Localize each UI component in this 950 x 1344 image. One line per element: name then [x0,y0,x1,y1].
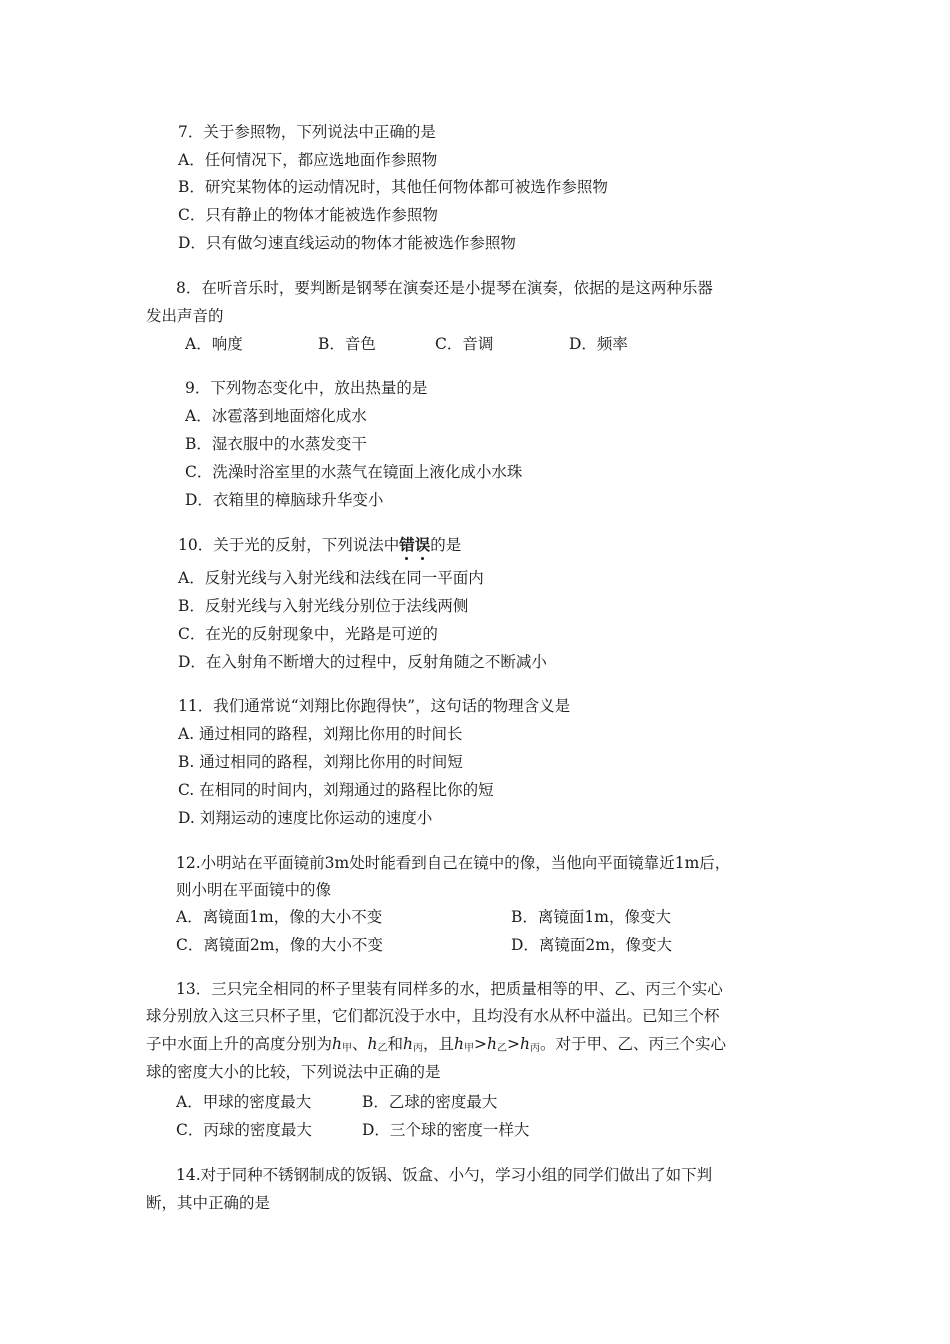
q13-stem-line2: 球分别放入这三只杯子里，它们都沉没于水中，且均没有水从杯中溢出。已知三个杯 [146,1007,720,1025]
q10-emphasis-wu: 误 [415,536,431,554]
q9-option-a: A．冰雹落到地面熔化成水 [185,407,367,425]
q7-stem: 7．关于参照物，下列说法中正确的是 [178,123,436,141]
q13-option-a: A．甲球的密度最大 [176,1093,312,1111]
q13-option-d: D．三个球的密度一样大 [362,1121,530,1139]
subscript-yi: 乙 [377,1043,388,1054]
q11-option-c: C. 在相同的时间内，刘翔通过的路程比你的短 [178,781,494,799]
q12-option-c: C．离镜面2m，像的大小不变 [176,936,383,954]
subscript-jia: 甲 [342,1043,352,1054]
q10-option-a: A．反射光线与入射光线和法线在同一平面内 [178,569,484,587]
q8-stem-line2: 发出声音的 [146,307,224,325]
q10-stem [178,535,461,555]
q10-option-d: D．在入射角不断增大的过程中，反射角随之不断减小 [178,653,547,671]
h-symbol: h [367,1035,378,1053]
q9-option-d: D．衣箱里的樟脑球升华变小 [185,491,384,509]
q10-stem-pre: 10．关于光的反射，下列说法中 [178,536,400,554]
q10-option-b: B．反射光线与入射光线分别位于法线两侧 [178,597,469,615]
q11-option-a: A. 通过相同的路程，刘翔比你用的时间长 [178,725,463,743]
q10-emphasis-cuo: 错 [399,536,415,554]
h-symbol: h [519,1035,530,1053]
q12-stem-line1: 12.小明站在平面镜前3m处时能看到自己在镜中的像，当他向平面镜靠近1m后， [176,854,731,872]
q13-option-c: C．丙球的密度最大 [176,1121,312,1139]
q11-option-b: B. 通过相同的路程，刘翔比你用的时间短 [178,753,463,771]
q7-option-d: D．只有做匀速直线运动的物体才能被选作参照物 [178,234,516,252]
q9-option-b: B．湿衣服中的水蒸发变干 [185,435,367,453]
q7-option-b: B．研究某物体的运动情况时，其他任何物体都可被选作参照物 [178,178,608,196]
h-symbol: h [487,1035,497,1053]
q8-option-b: B．音色 [318,335,376,353]
q11-stem: 11．我们通常说“刘翔比你跑得快”，这句话的物理含义是 [178,697,571,715]
q9-option-c: C．洗澡时浴室里的水蒸气在镜面上液化成小水珠 [185,463,523,481]
q14-stem-line2: 断，其中正确的是 [146,1194,271,1212]
q14-stem-line1: 14.对于同种不锈钢制成的饭锅、饭盒、小勺，学习小组的同学们做出了如下判 [176,1166,713,1184]
q13-option-b: B．乙球的密度最大 [362,1093,498,1111]
q10-stem-post: 的是 [430,536,462,554]
subscript-bing: 丙 [413,1043,423,1054]
q9-stem: 9．下列物态变化中，放出热量的是 [185,379,428,397]
subscript-bing: 丙 [529,1043,540,1054]
q13-stem-line3: 子中水面上升的高度分别为$h_甲$、$h_乙$和$h_丙$，且$h_甲>h_乙>h_丙$。对于甲、乙、丙三个实心 [146,1035,726,1054]
q10-option-c: C．在光的反射现象中，光路是可逆的 [178,625,438,643]
q12-option-a: A．离镜面1m，像的大小不变 [176,908,383,926]
q12-option-d: D．离镜面2m，像变大 [511,936,672,954]
q7-option-a: A．任何情况下，都应选地面作参照物 [178,151,438,169]
subscript-yi: 乙 [496,1043,507,1054]
q12-stem-line2: 则小明在平面镜中的像 [176,881,332,899]
q12-option-b: B．离镜面1m，像变大 [511,908,671,926]
q8-option-d: D．频率 [569,335,628,353]
q8-option-a: A．响度 [185,335,243,353]
q13-stem-line1: 13．三只完全相同的杯子里装有同样多的水，把质量相等的甲、乙、丙三个实心 [176,980,723,998]
h-symbol: h [332,1035,342,1053]
q8-stem-line1: 8．在听音乐时，要判断是钢琴在演奏还是小提琴在演奏，依据的是这两种乐器 [176,279,713,297]
q7-option-c: C．只有静止的物体才能被选作参照物 [178,206,438,224]
h-symbol: h [454,1035,464,1053]
emphasis-dot [405,557,408,560]
emphasis-dot [421,557,424,560]
q8-option-c: C．音调 [435,335,494,353]
q11-option-d: D. 刘翔运动的速度比你运动的速度小 [178,809,433,827]
subscript-jia: 甲 [464,1043,474,1054]
h-symbol: h [403,1035,413,1053]
q13-stem-line4: 球的密度大小的比较，下列说法中正确的是 [146,1063,441,1081]
